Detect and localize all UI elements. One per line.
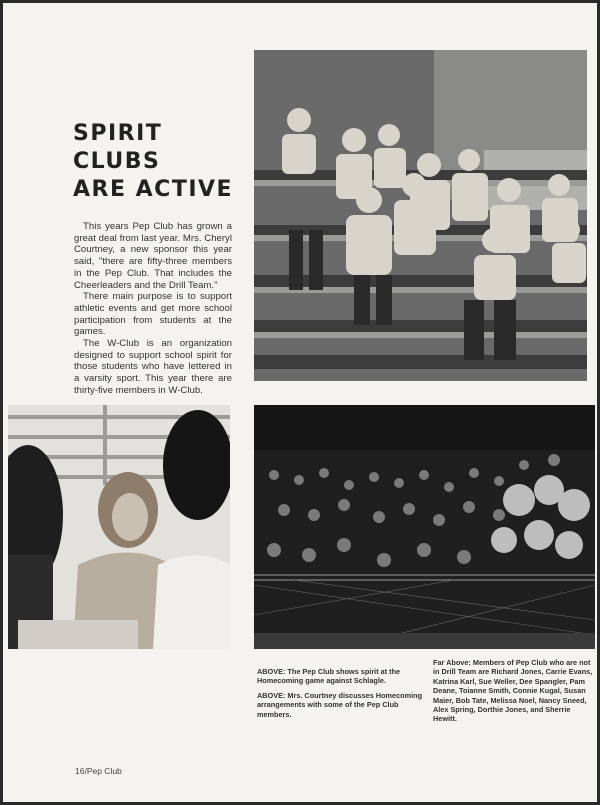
body-paragraph-1: This years Pep Club has grown a great deal from last year. Mrs. Cheryl Courtney, a new sponsor this year said, "there are fifty-three members in the Pep Club. That includes the Cheerleaders and the Drill Team." (74, 221, 232, 291)
caption-far-above: Far Above: Members of Pep Club who are not in Drill Team are Richard Jones, Carrie Evans, Katrina Karl, Sue Weller, Dee Spangler, Pam Deane, Toianne Smith, Connie Kugal, Susan Maier, Bob Tate, Melissa Noel, Nancy Sneed, Alex Spring, Dorthie Jones, and Sherrie Hewitt. (433, 658, 593, 724)
headline-line-1: SPIRIT (73, 121, 163, 146)
body-paragraph-3: The W-Club is an organization designed to support school spirit for those students who have lettered in a varsity sport. This year there are thirty-five members in W-Club. (74, 338, 232, 396)
pep-club-group-photo (254, 50, 587, 381)
headline-line-2: CLUBS (73, 149, 161, 174)
caption-above-1: ABOVE: The Pep Club shows spirit at the Homecoming game against Schlagle. (257, 667, 401, 686)
homecoming-crowd-photo (254, 405, 595, 649)
page-folio: 16/Pep Club (75, 766, 122, 776)
courtney-discussion-photo (8, 405, 230, 649)
yearbook-page (3, 3, 597, 802)
headline-line-3: ARE ACTIVE (73, 177, 234, 202)
headline (73, 120, 243, 204)
body-paragraph-2: There main purpose is to support athletic events and get more school participation from students at the games. (74, 291, 232, 338)
article-body (74, 221, 232, 397)
caption-above-2: ABOVE: Mrs. Courtney discusses Homecoming arrangements with some of the Pep Club members. (257, 691, 423, 719)
